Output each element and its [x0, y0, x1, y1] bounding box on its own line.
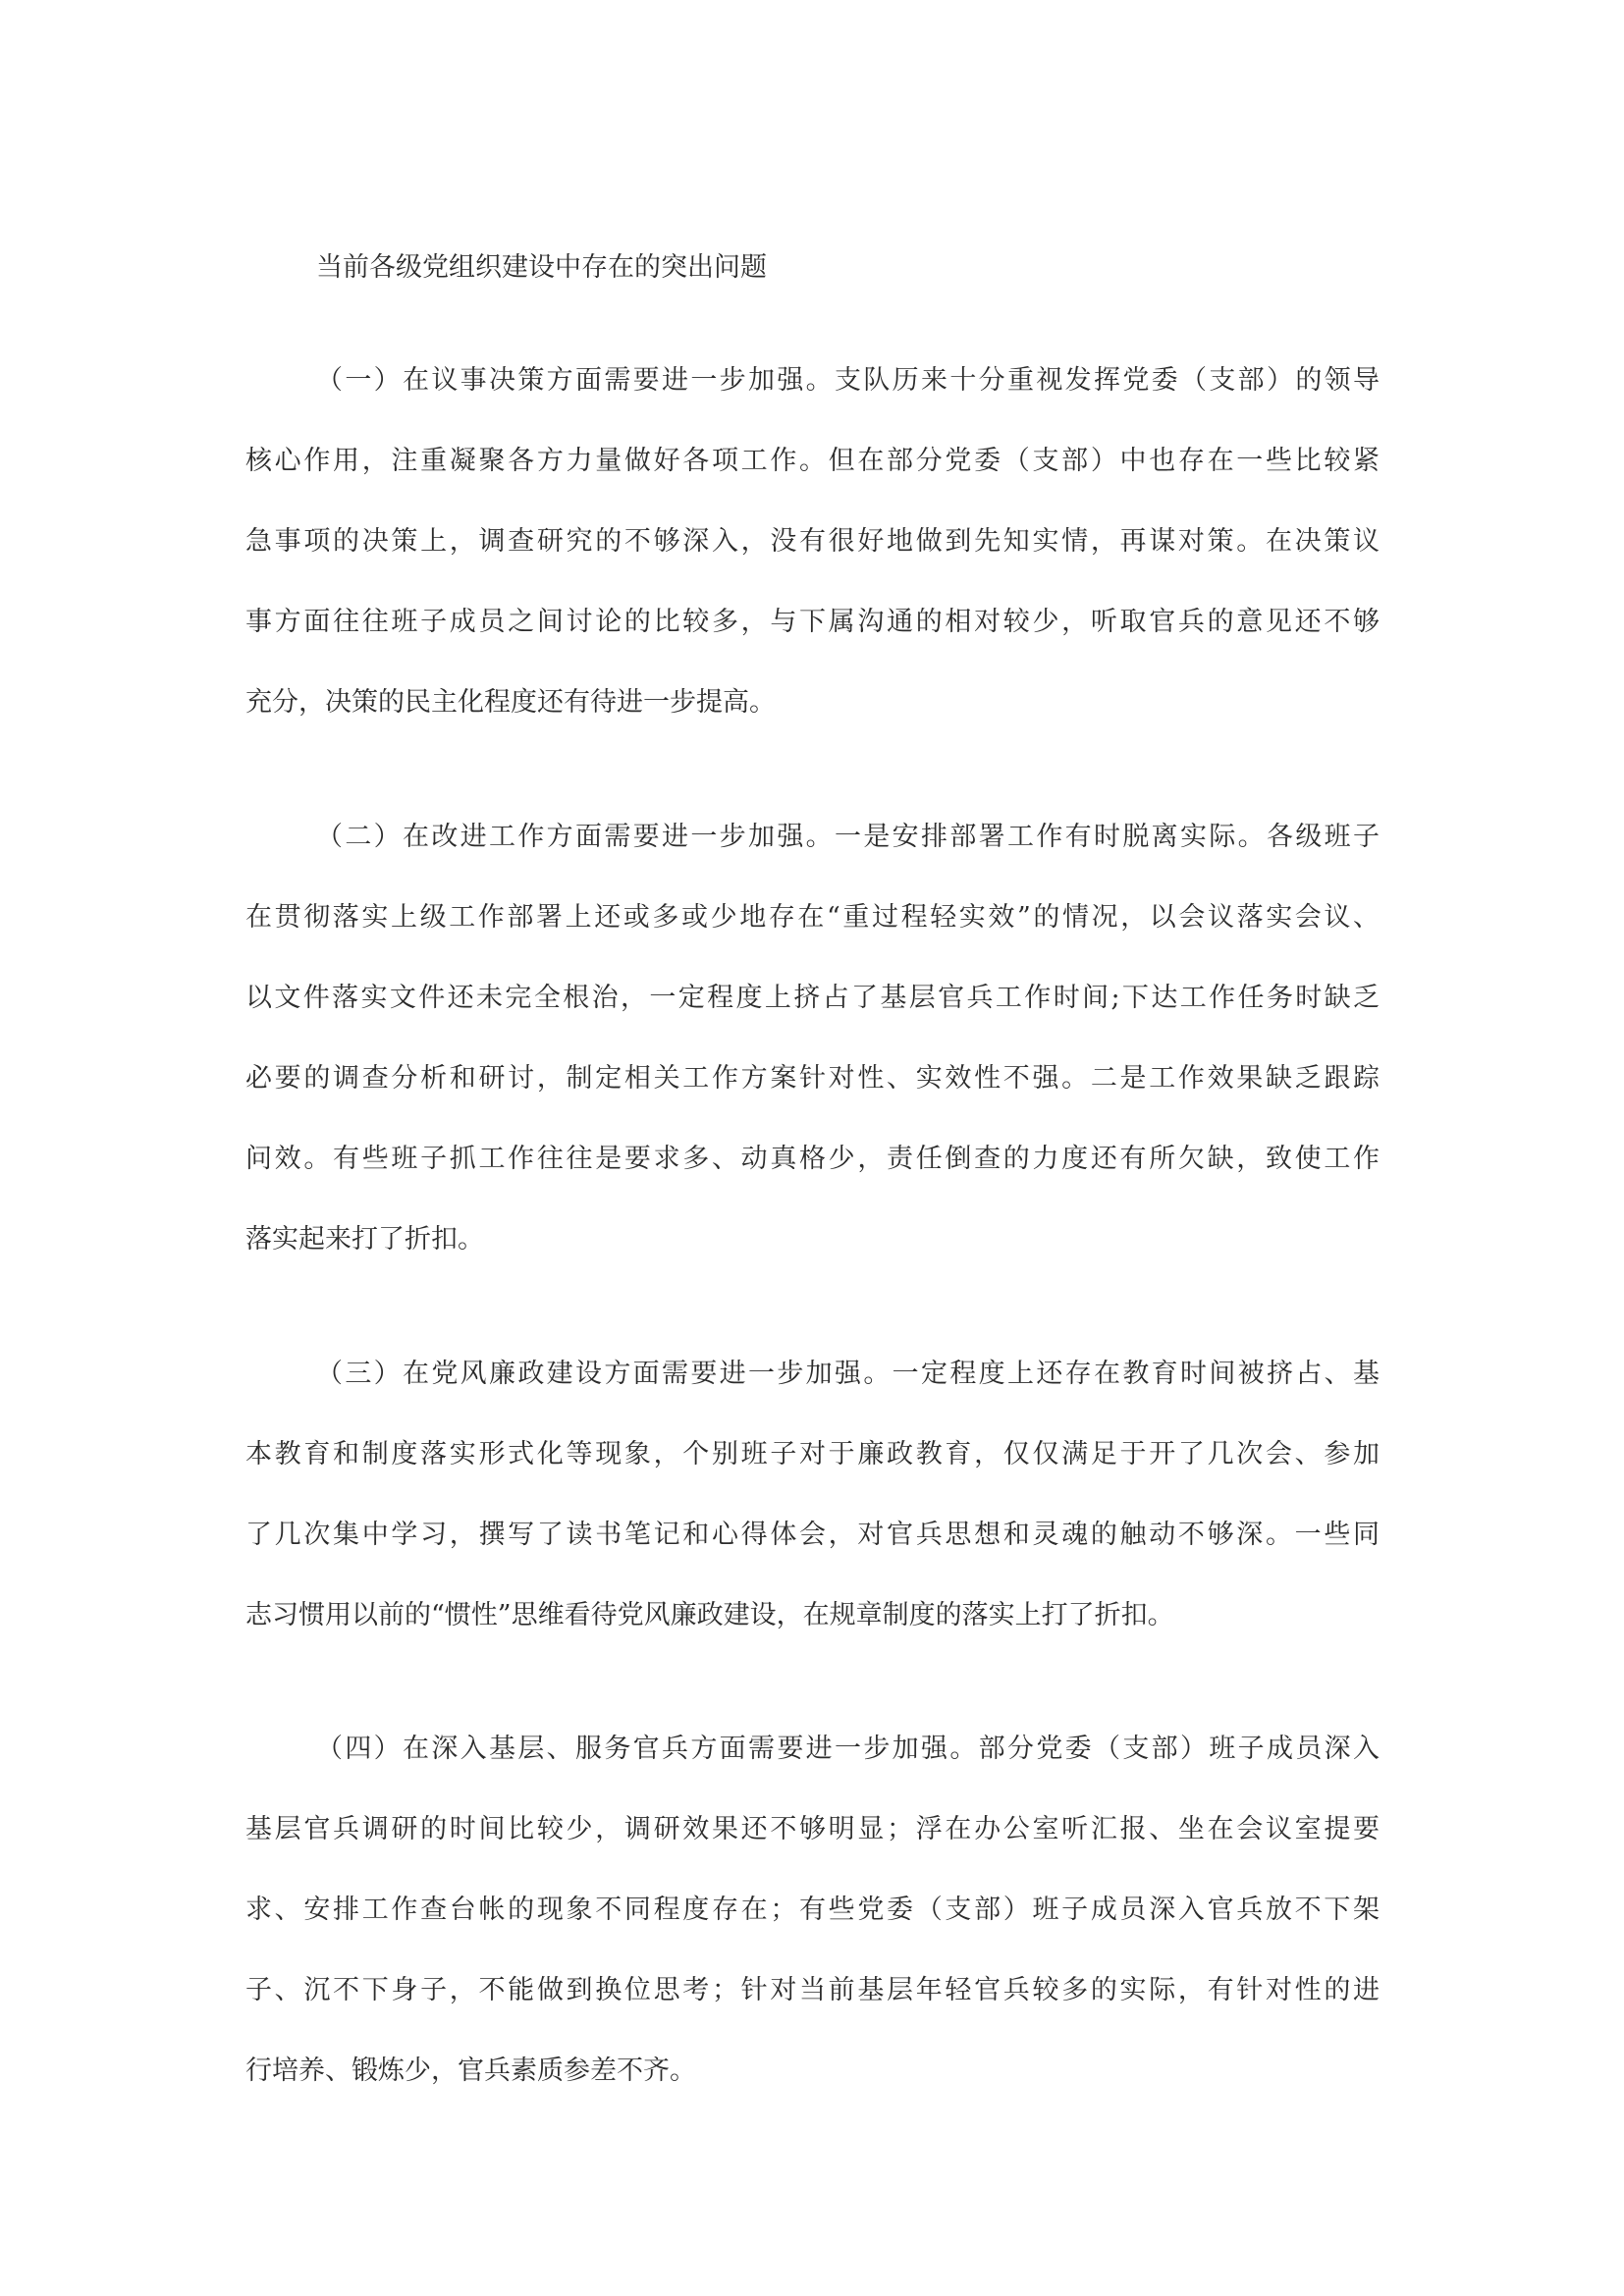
paragraph-line: 行培养、锻炼少，官兵素质参差不齐。 — [245, 2056, 696, 2086]
paragraph-line: 问效。有些班子抓工作往往是要求多、动真格少，责任倒查的力度还有所欠缺，致使工作 — [245, 1144, 1380, 1174]
paragraph-4 — [245, 1725, 1380, 2127]
paragraph-line: （三）在党风廉政建设方面需要进一步加强。一定程度上还存在教育时间被挤占、基 — [316, 1359, 1380, 1389]
paragraph-line: 基层官兵调研的时间比较少，调研效果还不够明显；浮在办公室听汇报、坐在会议室提要 — [245, 1814, 1380, 1844]
paragraph-line: （一）在议事决策方面需要进一步加强。支队历来十分重视发挥党委（支部）的领导 — [316, 365, 1380, 396]
paragraph-line: 落实起来打了折扣。 — [245, 1224, 484, 1255]
paragraph-line: 本教育和制度落实形式化等现象，个别班子对于廉政教育，仅仅满足于开了几次会、参加 — [245, 1439, 1380, 1469]
paragraph-line: 事方面往往班子成员之间讨论的比较多，与下属沟通的相对较少，听取官兵的意见还不够 — [245, 607, 1380, 637]
paragraph-3 — [245, 1350, 1380, 1672]
paragraph-line: 求、安排工作查台帐的现象不同程度存在；有些党委（支部）班子成员深入官兵放不下架 — [245, 1895, 1380, 1925]
paragraph-line: 必要的调查分析和研讨，制定相关工作方案针对性、实效性不强。二是工作效果缺乏跟踪 — [245, 1063, 1380, 1094]
paragraph-line: （四）在深入基层、服务官兵方面需要进一步加强。部分党委（支部）班子成员深入 — [316, 1734, 1380, 1764]
paragraph-line: （二）在改进工作方面需要进一步加强。一是安排部署工作有时脱离实际。各级班子 — [316, 822, 1380, 852]
paragraph-line: 以文件落实文件还未完全根治，一定程度上挤占了基层官兵工作时间;下达工作任务时缺乏 — [245, 983, 1380, 1013]
paragraph-line: 了几次集中学习，撰写了读书笔记和心得体会，对官兵思想和灵魂的触动不够深。一些同 — [245, 1520, 1380, 1550]
paragraph-line: 核心作用，注重凝聚各方力量做好各项工作。但在部分党委（支部）中也存在一些比较紧 — [245, 446, 1380, 476]
paragraph-2 — [245, 813, 1380, 1296]
document-title: 当前各级党组织建设中存在的突出问题 — [316, 252, 767, 283]
paragraph-line: 急事项的决策上，调查研究的不够深入，没有很好地做到先知实情，再谋对策。在决策议 — [245, 526, 1380, 557]
paragraph-line: 在贯彻落实上级工作部署上还或多或少地存在“重过程轻实效”的情况，以会议落实会议、 — [245, 902, 1380, 933]
paragraph-1 — [245, 356, 1380, 759]
paragraph-line: 志习惯用以前的“惯性”思维看待党风廉政建设，在规章制度的落实上打了折扣。 — [245, 1600, 1174, 1630]
paragraph-line: 充分，决策的民主化程度还有待进一步提高。 — [245, 687, 776, 718]
paragraph-line: 子、沉不下身子，不能做到换位思考；针对当前基层年轻官兵较多的实际，有针对性的进 — [245, 1975, 1380, 2005]
